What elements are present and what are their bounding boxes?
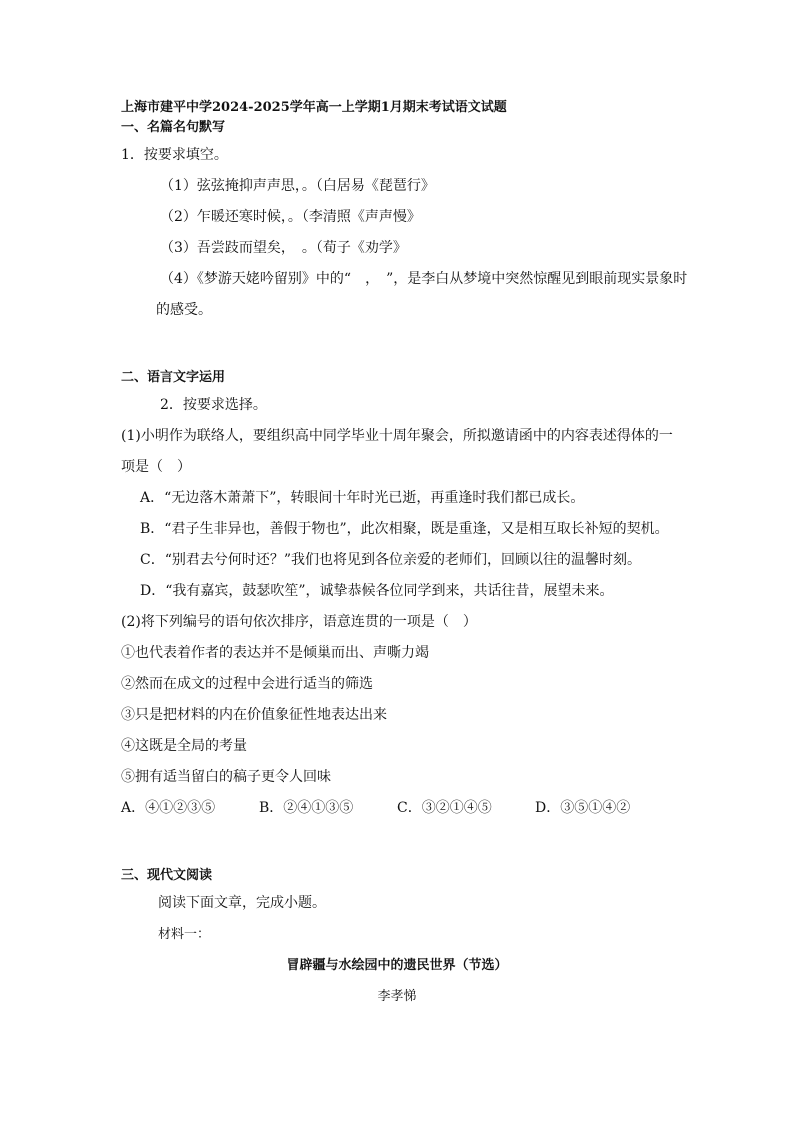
q1-item-4: （4）《梦游天姥吟留别》中的“ ， ”，是李白从梦境中突然惊醒见到眼前现实景象时: [160, 271, 688, 287]
q2-sub2-option-b: B．②④①③⑤: [259, 800, 354, 816]
q2-sub2-stem: (2)将下列编号的语句依次排序，语意连贯的一项是（ ）: [121, 614, 477, 630]
q2-sub1-stem-continued: 项是（ ）: [121, 459, 191, 475]
q2-sub2-sentence-3: ③只是把材料的内在价值象征性地表达出来: [121, 707, 387, 723]
q1-item-4-continued: 的感受。: [156, 302, 212, 318]
section-2-heading: 二、语言文字运用: [121, 370, 226, 385]
section-3-heading: 三、现代文阅读: [121, 868, 213, 883]
q2-sub1-option-c: C．“别君去兮何时还？”我们也将见到各位亲爱的老师们，回顾以往的温馨时刻。: [140, 552, 642, 568]
article-author: 李孝悌: [377, 989, 417, 1004]
q1-item-3: （3）吾尝跂而望矣， 。（荀子《劝学》: [160, 240, 407, 256]
q2-sub2-option-d: D．③⑤①④②: [535, 800, 631, 816]
question-2-stem: 2．按要求选择。: [160, 397, 267, 413]
q1-item-2: （2）乍暖还寒时候，。（李清照《声声慢》: [160, 209, 421, 225]
q2-sub2-sentence-2: ②然而在成文的过程中会进行适当的筛选: [121, 676, 373, 692]
article-title: 冒辟疆与水绘园中的遗民世界（节选）: [286, 958, 508, 973]
q2-sub1-option-d: D．“我有嘉宾，鼓瑟吹笙”，诚挚恭候各位同学到来，共话往昔，展望未来。: [140, 583, 614, 599]
q2-sub2-option-c: C．③②①④⑤: [397, 800, 492, 816]
section-3-instruction: 阅读下面文章，完成小题。: [158, 895, 326, 911]
question-1-stem: 1．按要求填空。: [121, 147, 228, 163]
q2-sub1-stem: (1)小明作为联络人，要组织高中同学毕业十周年聚会，所拟邀请函中的内容表述得体的一: [121, 428, 673, 444]
exam-title: 上海市建平中学2024-2025学年高一上学期1月期末考试语文试题: [121, 100, 507, 115]
q2-sub2-sentence-1: ①也代表着作者的表达并不是倾巢而出、声嘶力竭: [121, 645, 429, 661]
material-label: 材料一：: [158, 927, 211, 942]
q2-sub2-option-a: A．④①②③⑤: [121, 800, 216, 816]
q2-sub2-sentence-5: ⑤拥有适当留白的稿子更令人回味: [121, 769, 331, 785]
section-1-heading: 一、名篇名句默写: [121, 120, 226, 135]
q2-sub1-option-a: A．“无边落木萧萧下”，转眼间十年时光已逝，再重逢时我们都已成长。: [140, 490, 585, 506]
q1-item-1: （1）弦弦掩抑声声思，。（白居易《琵琶行》: [160, 178, 435, 194]
q2-sub2-sentence-4: ④这既是全局的考量: [121, 738, 247, 754]
q2-sub1-option-b: B．“君子生非异也，善假于物也”，此次相聚，既是重逢，又是相互取长补短的契机。: [140, 521, 669, 537]
